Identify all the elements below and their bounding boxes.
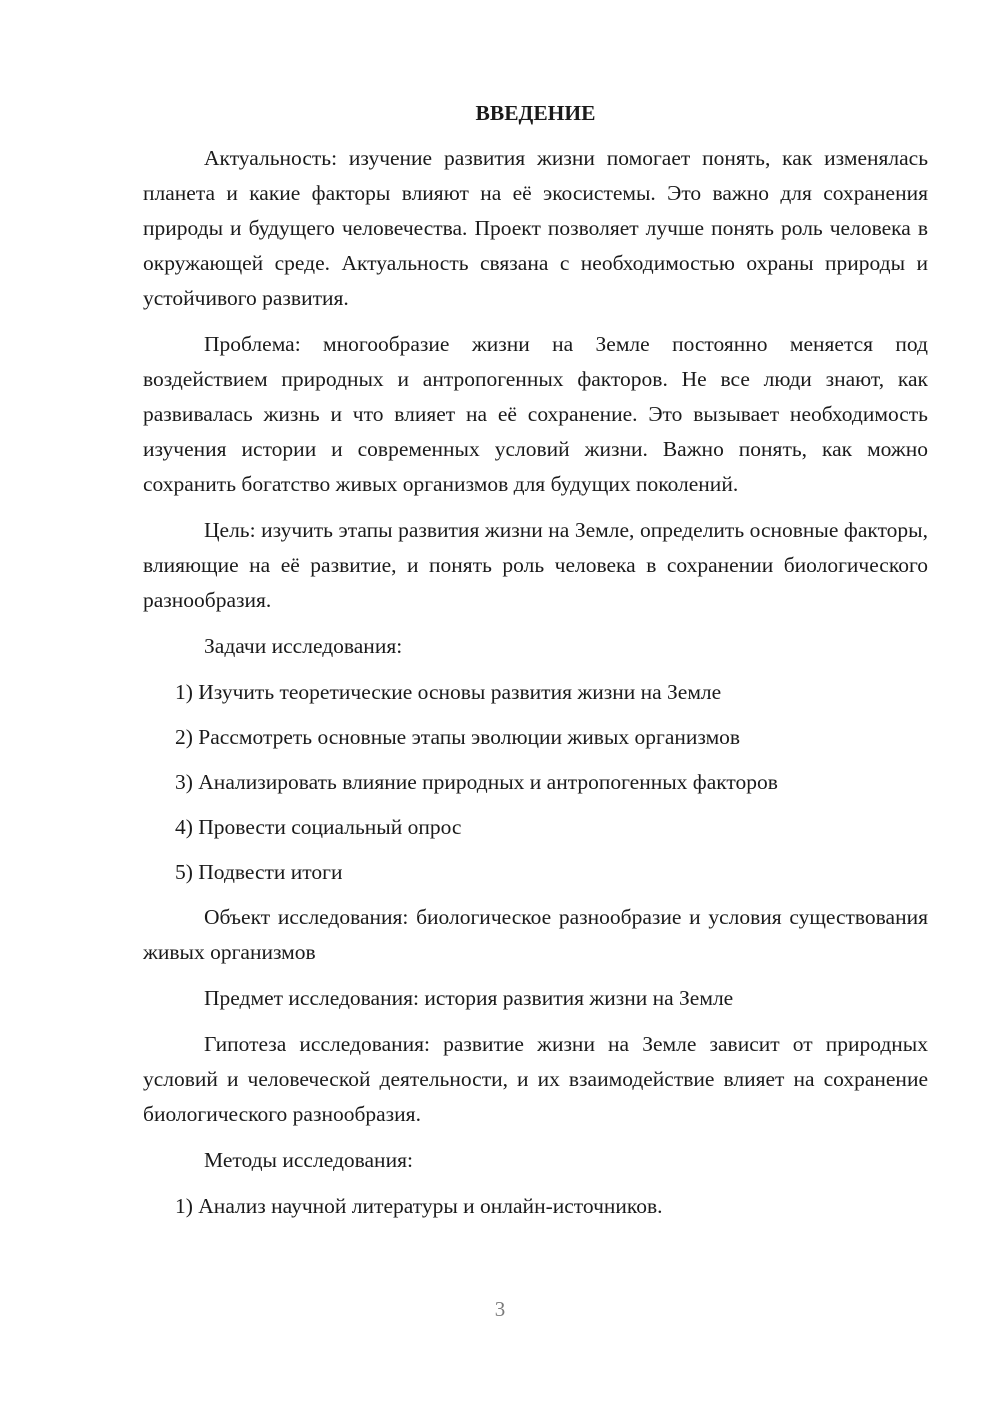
methods-list (143, 1189, 928, 1224)
relevance-paragraph: Актуальность: изучение развития жизни помогает понять, как изменялась планета и какие факторы влияют на её экосистемы. Это важно для сохранения природы и будущего человечества. Проект позволяет лучше понять роль человека в окружающей среде. Актуальность связана с необходимостью охраны природы и устойчивого развития. (143, 146, 928, 310)
document-page (143, 96, 928, 1224)
methods-heading: Методы исследования: (204, 1148, 413, 1172)
task-item: 1) Изучить теоретические основы развития жизни на Земле (175, 680, 722, 704)
subject-paragraph: Предмет исследования: история развития жизни на Земле (204, 986, 734, 1010)
task-item: 5) Подвести итоги (175, 860, 343, 884)
goal-paragraph: Цель: изучить этапы развития жизни на Земле, определить основные факторы, влияющие на её развитие, и понять роль человека в сохранении биологического разнообразия. (143, 518, 928, 612)
object-paragraph: Объект исследования: биологическое разнообразие и условия существования живых организмов (143, 905, 928, 964)
page-number: 3 (494, 1297, 506, 1321)
method-item: 1) Анализ научной литературы и онлайн-источников. (175, 1194, 663, 1218)
page-title: ВВЕДЕНИЕ (475, 101, 596, 125)
tasks-heading: Задачи исследования: (204, 634, 403, 658)
task-item: 2) Рассмотреть основные этапы эволюции живых организмов (175, 725, 741, 749)
hypothesis-paragraph: Гипотеза исследования: развитие жизни на Земле зависит от природных условий и человеческой деятельности, и их взаимодействие влияет на сохранение биологического разнообразия. (143, 1032, 928, 1126)
tasks-list (143, 675, 928, 890)
problem-paragraph: Проблема: многообразие жизни на Земле постоянно меняется под воздействием природных и антропогенных факторов. Не все люди знают, как развивалась жизнь и что влияет на её сохранение. Это вызывает необходимость изучения истории и современных условий жизни. Важно понять, как можно сохранить богатство живых организмов для будущих поколений. (143, 332, 928, 496)
task-item: 4) Провести социальный опрос (175, 815, 462, 839)
task-item: 3) Анализировать влияние природных и антропогенных факторов (175, 770, 778, 794)
